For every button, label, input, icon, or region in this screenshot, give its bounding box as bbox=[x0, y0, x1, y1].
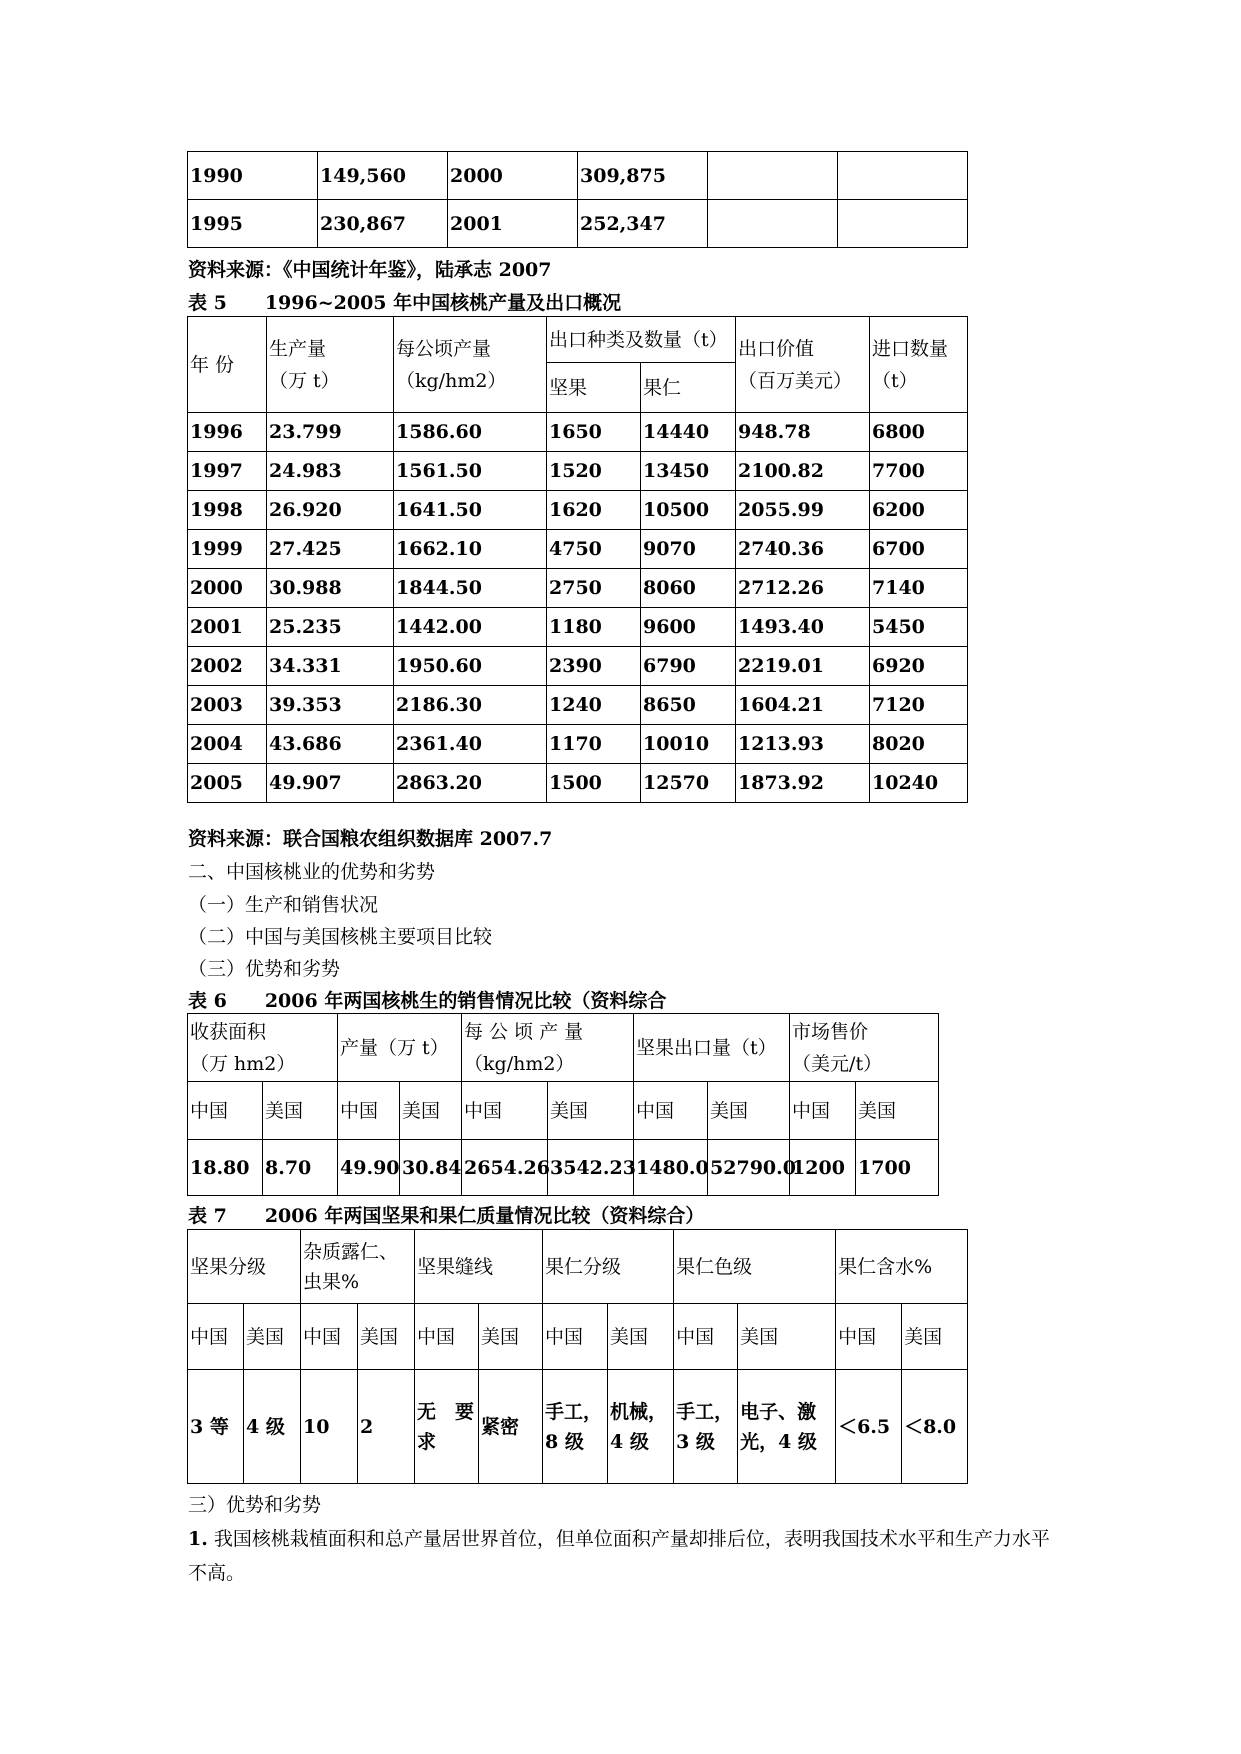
cell: 3 等 bbox=[188, 1370, 244, 1484]
cell bbox=[738, 1370, 836, 1484]
table-row bbox=[188, 725, 968, 764]
header-area-unit: （万 hm2） bbox=[190, 1052, 296, 1075]
cell-line: 无 要 bbox=[417, 1400, 475, 1423]
cell: 7120 bbox=[870, 686, 968, 725]
header-impurity-line2: 虫果% bbox=[303, 1270, 360, 1293]
cell bbox=[708, 200, 838, 248]
header-nut-grade: 坚果分级 bbox=[188, 1230, 301, 1304]
table6 bbox=[187, 1013, 939, 1196]
cell: 1586.60 bbox=[394, 413, 547, 452]
section-heading-3: 三）优势和劣势 bbox=[188, 1494, 322, 1516]
cell: 1480.0 bbox=[634, 1140, 708, 1196]
cell: 1200 bbox=[790, 1140, 856, 1196]
cell: 9070 bbox=[641, 530, 736, 569]
header-kernel-color: 果仁色级 bbox=[674, 1230, 836, 1304]
cell: ＜6.5 bbox=[836, 1370, 902, 1484]
cell: 43.686 bbox=[267, 725, 394, 764]
paragraph-1-number: 1. bbox=[188, 1528, 208, 1550]
country-us: 美国 bbox=[400, 1082, 462, 1140]
cell: 2863.20 bbox=[394, 764, 547, 803]
cell bbox=[708, 152, 838, 200]
cell bbox=[543, 1370, 608, 1484]
country-cn: 中国 bbox=[462, 1082, 548, 1140]
cell: 1620 bbox=[547, 491, 641, 530]
cell: 1170 bbox=[547, 725, 641, 764]
cell: 1995 bbox=[188, 200, 318, 248]
country-cn: 中国 bbox=[836, 1304, 902, 1370]
cell: 24.983 bbox=[267, 452, 394, 491]
header-impurity bbox=[301, 1230, 415, 1304]
table-row bbox=[188, 452, 968, 491]
cell: 5450 bbox=[870, 608, 968, 647]
country-us: 美国 bbox=[608, 1304, 674, 1370]
country-us: 美国 bbox=[263, 1082, 338, 1140]
header-yield-unit: （kg/hm2） bbox=[396, 369, 507, 392]
cell bbox=[415, 1370, 479, 1484]
table-row bbox=[188, 1304, 968, 1370]
header-export-value-unit: （百万美元） bbox=[738, 369, 853, 392]
header-yield bbox=[462, 1014, 634, 1082]
table-row bbox=[188, 1370, 968, 1484]
table-row bbox=[188, 686, 968, 725]
cell: 6790 bbox=[641, 647, 736, 686]
cell-line: 8 级 bbox=[545, 1430, 584, 1453]
country-cn: 中国 bbox=[301, 1304, 358, 1370]
cell bbox=[838, 152, 968, 200]
cell: 1999 bbox=[188, 530, 267, 569]
cell: 25.235 bbox=[267, 608, 394, 647]
cell: 2712.26 bbox=[736, 569, 870, 608]
table5 bbox=[187, 316, 968, 803]
cell: 14440 bbox=[641, 413, 736, 452]
cell: 10240 bbox=[870, 764, 968, 803]
cell: 6700 bbox=[870, 530, 968, 569]
header-impurity-line1: 杂质露仁、 bbox=[303, 1240, 399, 1263]
header-production: 产量（万 t） bbox=[338, 1014, 462, 1082]
cell: 1998 bbox=[188, 491, 267, 530]
cell-line: 光，4 级 bbox=[740, 1430, 817, 1453]
cell: 2219.01 bbox=[736, 647, 870, 686]
header-nut: 坚果 bbox=[547, 363, 641, 413]
header-import-unit: （t） bbox=[872, 369, 918, 392]
cell: 2361.40 bbox=[394, 725, 547, 764]
cell: 1641.50 bbox=[394, 491, 547, 530]
table-row bbox=[188, 152, 968, 200]
cell: 2 bbox=[358, 1370, 415, 1484]
cell-line: 求 bbox=[417, 1430, 437, 1453]
country-us: 美国 bbox=[548, 1082, 634, 1140]
table-row bbox=[188, 530, 968, 569]
cell: 2004 bbox=[188, 725, 267, 764]
cell: 2000 bbox=[188, 569, 267, 608]
table-row bbox=[188, 608, 968, 647]
header-yield bbox=[394, 317, 547, 413]
header-area-label: 收获面积 bbox=[190, 1020, 267, 1043]
cell: 1996 bbox=[188, 413, 267, 452]
country-us: 美国 bbox=[244, 1304, 301, 1370]
country-cn: 中国 bbox=[188, 1082, 263, 1140]
country-us: 美国 bbox=[479, 1304, 543, 1370]
country-cn: 中国 bbox=[790, 1082, 856, 1140]
table5-body bbox=[188, 413, 968, 803]
cell: 1442.00 bbox=[394, 608, 547, 647]
table-row bbox=[188, 764, 968, 803]
cell: 1662.10 bbox=[394, 530, 547, 569]
cell: 6920 bbox=[870, 647, 968, 686]
cell: 149,560 bbox=[318, 152, 448, 200]
cell-line: 手工， bbox=[545, 1400, 603, 1423]
cell: 30.988 bbox=[267, 569, 394, 608]
country-cn: 中国 bbox=[543, 1304, 608, 1370]
table-top bbox=[187, 151, 968, 248]
cell: 6800 bbox=[870, 413, 968, 452]
cell bbox=[838, 200, 968, 248]
header-import bbox=[870, 317, 968, 413]
header-yield-unit: （kg/hm2） bbox=[464, 1052, 575, 1075]
cell: 2654.26 bbox=[462, 1140, 548, 1196]
table-row bbox=[188, 413, 968, 452]
table-row bbox=[188, 491, 968, 530]
cell: 2750 bbox=[547, 569, 641, 608]
country-us: 美国 bbox=[738, 1304, 836, 1370]
header-kernel-grade: 果仁分级 bbox=[543, 1230, 674, 1304]
table-row bbox=[188, 200, 968, 248]
subheading-2: （二）中国与美国核桃主要项目比较 bbox=[188, 926, 493, 948]
country-cn: 中国 bbox=[634, 1082, 708, 1140]
header-production-unit: （万 t） bbox=[269, 369, 340, 392]
cell: 1700 bbox=[856, 1140, 939, 1196]
cell: 7140 bbox=[870, 569, 968, 608]
cell-line: 电子、激 bbox=[740, 1400, 817, 1423]
cell-line: 4 级 bbox=[610, 1430, 649, 1453]
cell: 2740.36 bbox=[736, 530, 870, 569]
cell: 52790.0 bbox=[708, 1140, 790, 1196]
cell: 2001 bbox=[448, 200, 578, 248]
cell: 49.907 bbox=[267, 764, 394, 803]
cell: 10010 bbox=[641, 725, 736, 764]
cell: 948.78 bbox=[736, 413, 870, 452]
country-us: 美国 bbox=[902, 1304, 968, 1370]
cell-line: 3 级 bbox=[676, 1430, 715, 1453]
cell: 49.90 bbox=[338, 1140, 400, 1196]
cell: 27.425 bbox=[267, 530, 394, 569]
cell: 252,347 bbox=[578, 200, 708, 248]
cell: 2000 bbox=[448, 152, 578, 200]
country-us: 美国 bbox=[708, 1082, 790, 1140]
table-row bbox=[188, 647, 968, 686]
cell: 23.799 bbox=[267, 413, 394, 452]
country-us: 美国 bbox=[856, 1082, 939, 1140]
cell: 2002 bbox=[188, 647, 267, 686]
country-us: 美国 bbox=[358, 1304, 415, 1370]
cell: 1520 bbox=[547, 452, 641, 491]
cell: 8650 bbox=[641, 686, 736, 725]
cell: 1950.60 bbox=[394, 647, 547, 686]
cell: 2100.82 bbox=[736, 452, 870, 491]
paragraph-1-text: 我国核桃栽植面积和总产量居世界首位，但单位面积产量却排后位，表明我国技术水平和生产力水平不高。 bbox=[188, 1528, 1050, 1584]
header-market-price-unit: （美元/t） bbox=[792, 1052, 883, 1075]
header-nut-export: 坚果出口量（t） bbox=[634, 1014, 790, 1082]
cell: 309,875 bbox=[578, 152, 708, 200]
section-heading-2: 二、中国核桃业的优势和劣势 bbox=[188, 861, 436, 883]
cell bbox=[674, 1370, 738, 1484]
cell: 1213.93 bbox=[736, 725, 870, 764]
header-kernel-moisture: 果仁含水% bbox=[836, 1230, 968, 1304]
table6-caption: 表 6 2006 年两国核桃生的销售情况比较（资料综合 bbox=[188, 990, 667, 1012]
cell: 230,867 bbox=[318, 200, 448, 248]
country-cn: 中国 bbox=[674, 1304, 738, 1370]
cell: 2186.30 bbox=[394, 686, 547, 725]
header-export-type: 出口种类及数量（t） bbox=[547, 317, 736, 363]
cell: ＜8.0 bbox=[902, 1370, 968, 1484]
header-export-value bbox=[736, 317, 870, 413]
cell: 1650 bbox=[547, 413, 641, 452]
paragraph-1 bbox=[188, 1522, 1068, 1590]
cell: 3542.23 bbox=[548, 1140, 634, 1196]
source-note-2: 资料来源：联合国粮农组织数据库 2007.7 bbox=[188, 828, 553, 850]
header-import-label: 进口数量 bbox=[872, 337, 949, 360]
cell: 10 bbox=[301, 1370, 358, 1484]
cell-line: 机械， bbox=[610, 1400, 668, 1423]
cell: 26.920 bbox=[267, 491, 394, 530]
cell: 1990 bbox=[188, 152, 318, 200]
cell: 1500 bbox=[547, 764, 641, 803]
subheading-3: （三）优势和劣势 bbox=[188, 958, 341, 980]
header-area bbox=[188, 1014, 338, 1082]
header-export-value-label: 出口价值 bbox=[738, 337, 815, 360]
table-row bbox=[188, 1140, 939, 1196]
cell: 2001 bbox=[188, 608, 267, 647]
cell bbox=[608, 1370, 674, 1484]
header-production bbox=[267, 317, 394, 413]
cell: 1997 bbox=[188, 452, 267, 491]
header-production-label: 生产量 bbox=[269, 337, 327, 360]
country-cn: 中国 bbox=[188, 1304, 244, 1370]
cell: 8020 bbox=[870, 725, 968, 764]
header-yield-label: 每公顷产量 bbox=[396, 337, 492, 360]
header-nut-seam: 坚果缝线 bbox=[415, 1230, 543, 1304]
cell: 1180 bbox=[547, 608, 641, 647]
cell: 34.331 bbox=[267, 647, 394, 686]
table7-caption: 表 7 2006 年两国坚果和果仁质量情况比较（资料综合） bbox=[188, 1205, 705, 1227]
cell: 9600 bbox=[641, 608, 736, 647]
cell: 4750 bbox=[547, 530, 641, 569]
header-market-price-label: 市场售价 bbox=[792, 1020, 869, 1043]
country-cn: 中国 bbox=[338, 1082, 400, 1140]
cell: 1240 bbox=[547, 686, 641, 725]
header-yield-label: 每 公 顷 产 量 bbox=[464, 1020, 584, 1043]
cell: 10500 bbox=[641, 491, 736, 530]
country-cn: 中国 bbox=[415, 1304, 479, 1370]
cell: 4 级 bbox=[244, 1370, 301, 1484]
cell: 2005 bbox=[188, 764, 267, 803]
cell: 39.353 bbox=[267, 686, 394, 725]
table7 bbox=[187, 1229, 968, 1484]
cell: 2390 bbox=[547, 647, 641, 686]
table5-caption: 表 5 1996~2005 年中国核桃产量及出口概况 bbox=[188, 292, 622, 314]
cell: 13450 bbox=[641, 452, 736, 491]
cell: 8060 bbox=[641, 569, 736, 608]
cell: 2055.99 bbox=[736, 491, 870, 530]
cell: 1844.50 bbox=[394, 569, 547, 608]
header-kernel: 果仁 bbox=[641, 363, 736, 413]
table-row bbox=[188, 569, 968, 608]
header-year: 年 份 bbox=[188, 317, 267, 413]
cell: 1561.50 bbox=[394, 452, 547, 491]
source-note-1: 资料来源：《中国统计年鉴》，陆承志 2007 bbox=[188, 259, 552, 281]
cell: 2003 bbox=[188, 686, 267, 725]
header-market-price bbox=[790, 1014, 939, 1082]
cell: 8.70 bbox=[263, 1140, 338, 1196]
cell: 18.80 bbox=[188, 1140, 263, 1196]
cell-line: 手工， bbox=[676, 1400, 734, 1423]
table-row bbox=[188, 1082, 939, 1140]
cell: 1493.40 bbox=[736, 608, 870, 647]
cell: 1873.92 bbox=[736, 764, 870, 803]
cell: 6200 bbox=[870, 491, 968, 530]
cell: 紧密 bbox=[479, 1370, 543, 1484]
cell: 7700 bbox=[870, 452, 968, 491]
cell: 30.84 bbox=[400, 1140, 462, 1196]
cell: 12570 bbox=[641, 764, 736, 803]
cell: 1604.21 bbox=[736, 686, 870, 725]
subheading-1: （一）生产和销售状况 bbox=[188, 894, 379, 916]
